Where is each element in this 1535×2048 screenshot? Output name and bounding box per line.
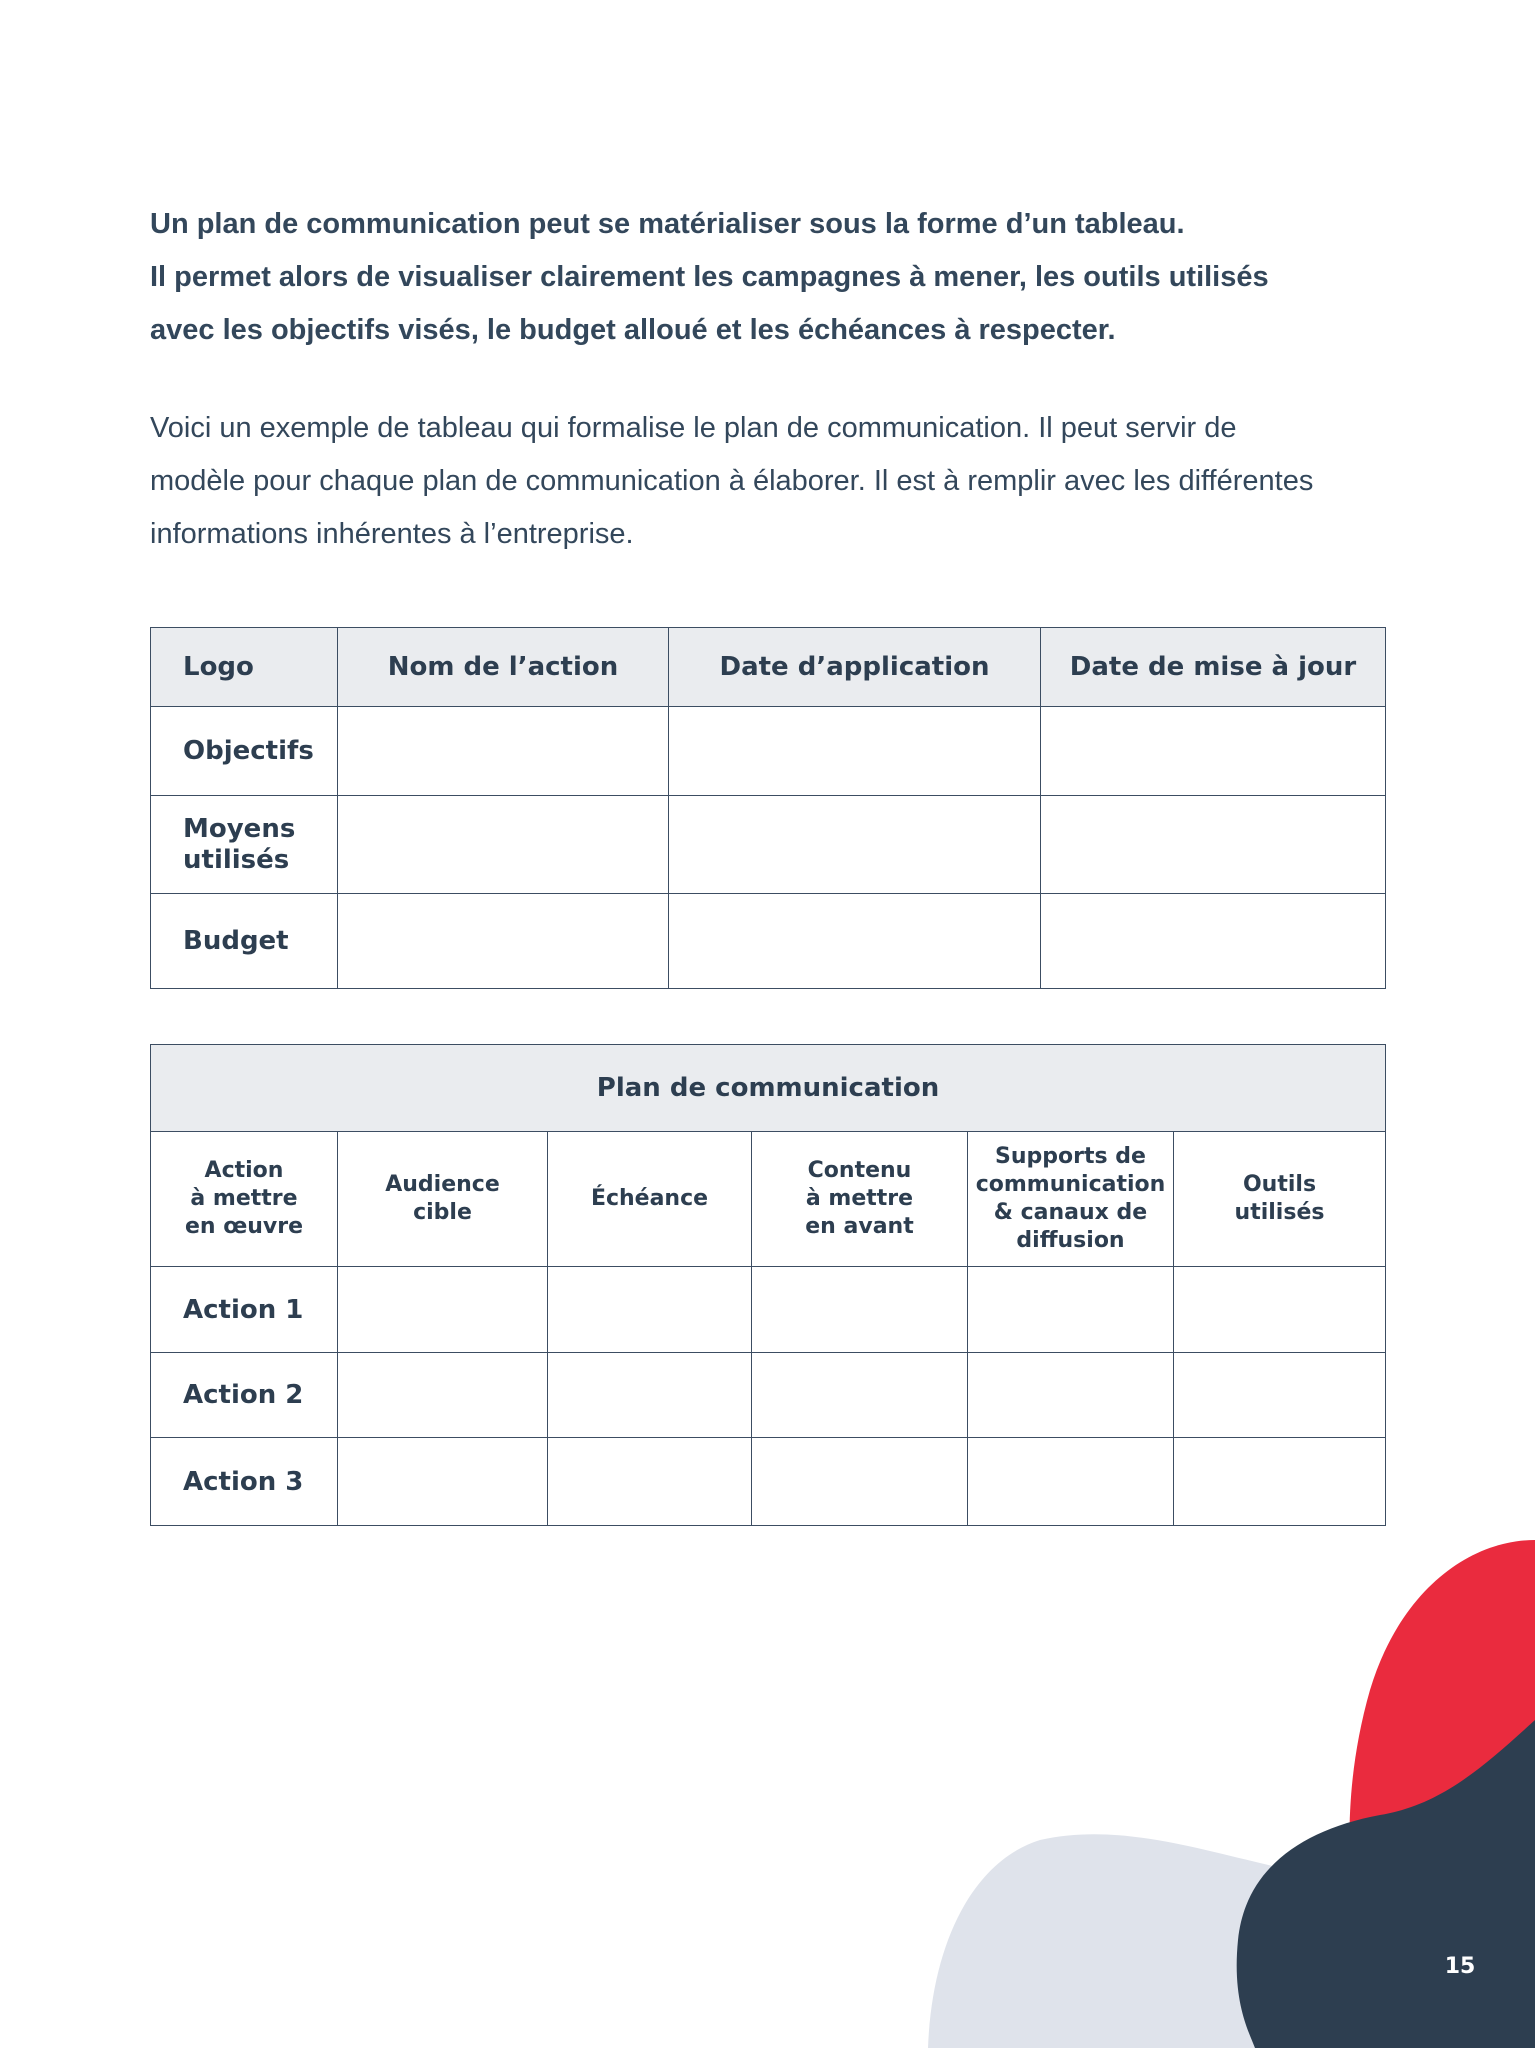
table-title: Plan de communication <box>151 1045 1386 1132</box>
intro-regular-line: modèle pour chaque plan de communication à élaborer. Il est à remplir avec les différentes <box>150 465 1314 497</box>
row-label-objectifs: Objectifs <box>151 707 338 796</box>
header-audience: Audience cible <box>338 1132 548 1267</box>
intro-bold-line: Il permet alors de visualiser clairement les campagnes à mener, les outils utilisés <box>150 261 1269 293</box>
intro-bold-line: Un plan de communication peut se matérialiser sous la forme d’un tableau. <box>150 208 1185 240</box>
header-outils: Outils utilisés <box>1174 1132 1386 1267</box>
header-supports: Supports de communication & canaux de diffusion <box>968 1132 1174 1267</box>
intro-regular-line: informations inhérentes à l’entreprise. <box>150 518 634 550</box>
header-contenu: Contenu à mettre en avant <box>752 1132 968 1267</box>
row-label-moyens: Moyens utilisés <box>151 796 338 894</box>
header-application-date: Date d’application <box>669 628 1041 707</box>
row-label-action-2: Action 2 <box>151 1353 338 1438</box>
header-update-date: Date de mise à jour <box>1041 628 1386 707</box>
row-label-action-3: Action 3 <box>151 1438 338 1526</box>
header-logo: Logo <box>151 628 338 707</box>
header-action-name: Nom de l’action <box>338 628 669 707</box>
page-number: 15 <box>1444 1954 1476 1979</box>
intro-bold-line: avec les objectifs visés, le budget alloué et les échéances à respecter. <box>150 314 1116 346</box>
header-echeance: Échéance <box>548 1132 752 1267</box>
intro-regular-line: Voici un exemple de tableau qui formalise le plan de communication. Il peut servir de <box>150 412 1237 444</box>
header-action: Action à mettre en œuvre <box>151 1132 338 1267</box>
row-label-budget: Budget <box>151 894 338 989</box>
row-label-action-1: Action 1 <box>151 1267 338 1353</box>
